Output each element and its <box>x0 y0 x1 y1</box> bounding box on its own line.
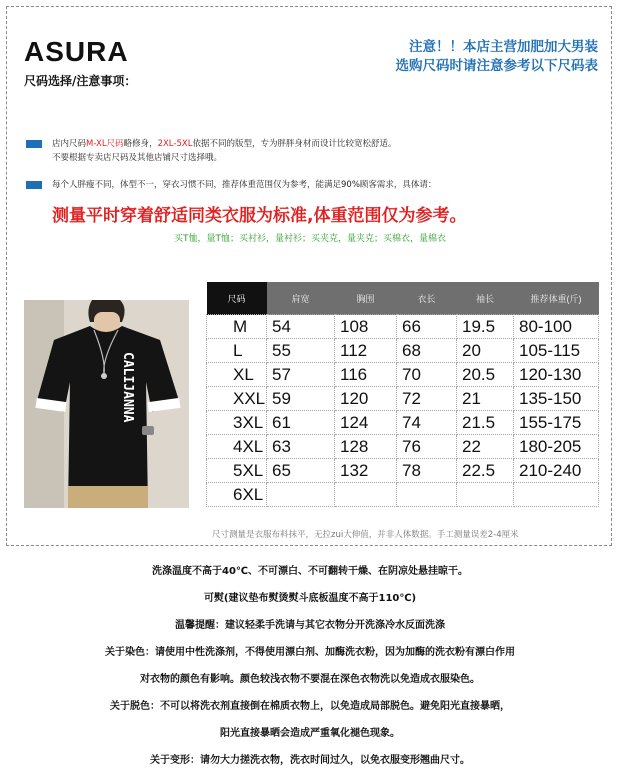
table-row <box>207 483 599 507</box>
table-cell: 19.5 <box>457 315 514 339</box>
notice-line-1: 注意！！本店主营加肥加大男装 <box>409 39 598 55</box>
table-cell: L <box>207 339 267 363</box>
table-cell: 124 <box>335 411 397 435</box>
table-cell: 180-205 <box>514 435 599 459</box>
table-cell: 20 <box>457 339 514 363</box>
table-cell: 22.5 <box>457 459 514 483</box>
care-line: 关于染色：请使用中性洗涤剂，不得使用漂白剂、加酶洗衣粉，因为加酶的洗衣粉有漂白作用 <box>105 647 515 658</box>
table-cell: 63 <box>267 435 335 459</box>
table-cell: 59 <box>267 387 335 411</box>
table-cell: 120 <box>335 387 397 411</box>
table-row <box>207 459 599 483</box>
care-line: 关于脱色：不可以将洗衣剂直接倒在棉质衣物上，以免造成局部脱色。避免阳光直接暴晒， <box>110 701 510 712</box>
column-header: 衣长 <box>397 282 457 315</box>
info-line-1 <box>52 138 396 150</box>
info-text: 店内尺码 <box>52 139 87 149</box>
column-header: 推荐体重(斤) <box>514 282 599 315</box>
info-line-2: 不要根据专卖店尺码及其他店铺尺寸选择哦。 <box>52 153 223 163</box>
column-header: 肩宽 <box>267 282 335 315</box>
table-cell: 76 <box>397 435 457 459</box>
wristwatch <box>142 426 154 435</box>
table-cell: 6XL <box>207 483 267 507</box>
info-line-3: 每个人胖瘦不同，体型不一，穿衣习惯不同，推荐体重范围仅为参考，能满足90%顾客需求，具体请： <box>52 180 437 190</box>
table-cell: 66 <box>397 315 457 339</box>
size-table <box>206 282 599 507</box>
necklace-pendant <box>101 373 107 379</box>
table-cell: 128 <box>335 435 397 459</box>
table-row <box>207 315 599 339</box>
store-notice <box>338 38 598 76</box>
table-cell: 21.5 <box>457 411 514 435</box>
table-cell: 135-150 <box>514 387 599 411</box>
table-cell: XL <box>207 363 267 387</box>
table-cell <box>335 483 397 507</box>
info-highlight: 2XL-5XL <box>157 139 193 149</box>
table-cell: 116 <box>335 363 397 387</box>
table-cell: 78 <box>397 459 457 483</box>
care-line: 可熨(建议垫布熨烫熨斗底板温度不高于110℃) <box>203 593 417 604</box>
care-line: 洗涤温度不高于40℃、不可漂白、不可翻转干燥、在阴凉处悬挂晾干。 <box>151 566 469 577</box>
table-cell: 3XL <box>207 411 267 435</box>
column-header: 袖长 <box>457 282 514 315</box>
model-neck <box>94 312 120 332</box>
measure-headline: 测量平时穿着舒适同类衣服为标准,体重范围仅为参考。 <box>52 206 467 226</box>
table-footnote: 尺寸测量是衣服布料抹平，无拉zui大伸值，并非人体数据。手工测量误差2-4厘米 <box>212 530 519 540</box>
table-cell <box>514 483 599 507</box>
table-row <box>207 339 599 363</box>
bullet-marker <box>26 140 42 148</box>
model-illustration <box>24 300 189 508</box>
table-cell: 68 <box>397 339 457 363</box>
table-row <box>207 363 599 387</box>
table-cell: M <box>207 315 267 339</box>
table-cell: 20.5 <box>457 363 514 387</box>
table-cell: 132 <box>335 459 397 483</box>
table-cell: 72 <box>397 387 457 411</box>
table-cell: 5XL <box>207 459 267 483</box>
table-cell <box>267 483 335 507</box>
table-cell: 108 <box>335 315 397 339</box>
table-cell: 4XL <box>207 435 267 459</box>
brand-logo: ASURA <box>24 36 129 67</box>
table-header-row <box>207 282 599 315</box>
page-subtitle: 尺码选择/注意事项： <box>24 74 137 88</box>
table-cell: 155-175 <box>514 411 599 435</box>
info-text: 依据不同的版型，专为胖胖身材而设计比较宽松舒适。 <box>192 139 397 149</box>
table-row <box>207 435 599 459</box>
bullet-marker <box>26 181 42 189</box>
shirt-print-text: CALIJANNA <box>120 352 135 423</box>
table-cell: 55 <box>267 339 335 363</box>
table-cell: 112 <box>335 339 397 363</box>
table-cell: 120-130 <box>514 363 599 387</box>
table-row <box>207 387 599 411</box>
care-line: 对衣物的颜色有影响。颜色较浅衣物不要混在深色衣物洗以免造成衣服染色。 <box>140 674 480 685</box>
table-cell: 210-240 <box>514 459 599 483</box>
model-photo <box>24 300 189 508</box>
table-cell: 70 <box>397 363 457 387</box>
table-row <box>207 411 599 435</box>
info-highlight: M-XL尺码 <box>86 139 124 149</box>
table-cell: 21 <box>457 387 514 411</box>
table-cell <box>397 483 457 507</box>
table-cell: 105-115 <box>514 339 599 363</box>
table-cell: 54 <box>267 315 335 339</box>
care-line: 关于变形：请勿大力搓洗衣物，洗衣时间过久，以免衣服变形翘曲尺寸。 <box>150 755 470 766</box>
table-cell: 80-100 <box>514 315 599 339</box>
column-header: 胸围 <box>335 282 397 315</box>
table-cell: 74 <box>397 411 457 435</box>
table-cell: 57 <box>267 363 335 387</box>
measure-examples: 买T恤，量T恤；买衬衫，量衬衫；买夹克，量夹克；买棉衣，量棉衣 <box>174 234 446 244</box>
table-cell: 22 <box>457 435 514 459</box>
column-header: 尺码 <box>207 282 267 315</box>
model-trousers <box>68 486 148 508</box>
table-cell: 61 <box>267 411 335 435</box>
care-line: 温馨提醒：建议轻柔手洗请与其它衣物分开洗涤冷水反面洗涤 <box>175 620 445 631</box>
care-line: 阳光直接暴晒会造成严重氧化褪色现象。 <box>220 728 400 739</box>
table-cell: 65 <box>267 459 335 483</box>
info-text: 略修身， <box>123 139 158 149</box>
table-cell <box>457 483 514 507</box>
notice-line-2: 选购尺码时请注意参考以下尺码表 <box>395 58 598 74</box>
table-cell: XXL <box>207 387 267 411</box>
